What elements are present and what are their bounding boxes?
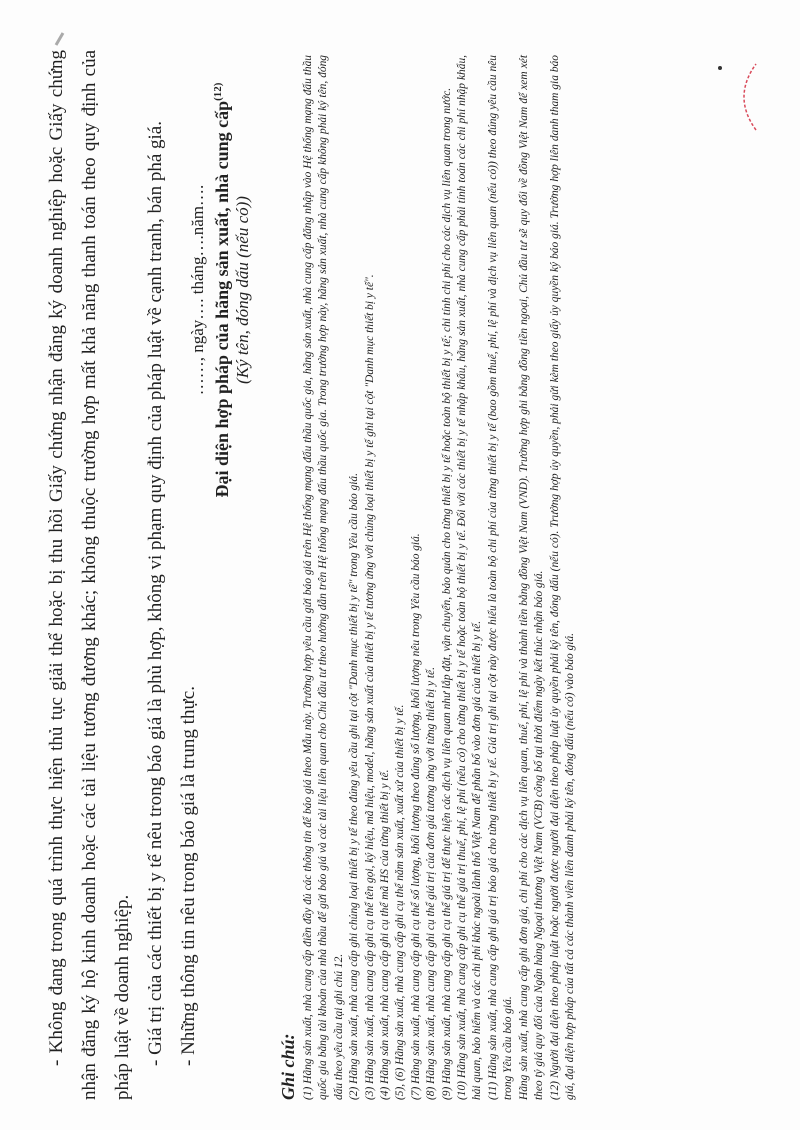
note-item: (9) Hãng sản xuất, nhà cung cấp ghi cụ thể giá trị để thực hiện các dịch vụ liên quan như lắp đặt, vận chuyển, bảo quản cho từng thiết bị y tế hoặc toàn bộ thiết bị y tế; chi tính chi phí cho các dịch vụ liên quan trong nước.: [440, 87, 453, 1100]
scan-mark: [55, 32, 65, 46]
paragraph-truthful: - Những thông tin nêu trong báo giá là trung thực.: [178, 686, 199, 1066]
notes-section: [278, 55, 578, 1100]
paragraph-dissolution: - Không đang trong quá trình thực hiện thủ tục giải thể hoặc bị thu hồi Giấy chứng nhận đăng ký doanh nghiệp hoặc Giấy chứng nhận đăng ký hộ kinh doanh hoặc các tài liệu tương đương khác; không thuộc trường hợp mất khả năng thanh toán theo quy định của pháp luật về doanh nghiệp.: [46, 50, 133, 1100]
note-item: (11) Hãng sản xuất, nhà cung cấp ghi giá trị báo giá cho từng thiết bị y tế. Giá trị ghi tại cột này được hiểu là toàn bộ chi phí của từng thiết bị y tế (bao gồm thuế, phí, lệ phí và dịch vụ liên quan (nếu có)) theo đúng yêu cầu nêu trong Yêu cầu báo giá.: [486, 55, 515, 1100]
signature-subtitle: (Ký tên, đóng dấu (nếu có)): [233, 196, 252, 384]
note-item: (12) Người đại diện theo pháp luật hoặc người được người đại diện theo pháp luật ủy quyền phải ký tên, đóng dấu (nếu có). Trường hợp ủy quyền, phải gửi kèm theo giấy ủy quyền ký báo giá. Trường hợp liên danh tham gia báo giá, đại diện hợp pháp của tất cả các thành viên liên danh phải ký tên, đóng dấu (nếu có) vào báo giá.: [548, 55, 576, 1100]
note-item: Hãng sản xuất, nhà cung cấp ghi đơn giá, chi phí cho các dịch vụ liên quan, thuế, phí, lệ phí và thành tiền bằng đồng Việt Nam (VND). Trường hợp ghi bằng đồng tiền ngoại, Chủ đầu tư sẽ quy đổi về đồng Việt Nam để xem xét theo tỷ giá quy đổi của Ngân hàng Ngoại thương Việt Nam (VCB) công bố tại thời điểm ngày kết thúc nhận báo giá.: [517, 55, 546, 1100]
note-item: (3) Hãng sản xuất, nhà cung cấp ghi cụ thể tên gọi, ký hiệu, mã hiệu, model, hãng sản xuất của thiết bị y tế tương ứng với chủng loại thiết bị y tế ghi tại cột "Danh mục thiết bị y tế".: [363, 274, 376, 1100]
note-item: (4) Hãng sản xuất, nhà cung cấp ghi cụ thể mã HS của từng thiết bị y tế.: [379, 769, 392, 1100]
notes-heading: Ghi chú:: [278, 1033, 298, 1100]
note-item: (1) Hãng sản xuất, nhà cung cấp điền đầy đủ các thông tin để báo giá theo Mẫu này. Trường hợp yêu cầu gửi báo giá trên Hệ thống mạng đấu thầu quốc gia, hãng sản xuất, nhà cung cấp đăng nhập vào Hệ thống mạng đấu thầu quốc gia bằng tài khoản của nhà thầu để gửi báo giá và các tài liệu liên quan cho Chủ đầu tư theo hướng dẫn trên Hệ thống mạng đấu thầu quốc gia. Trong trường hợp này, hãng sản xuất, nhà cung cấp không phải ký tên, đóng dấu theo yêu cầu tại ghi chú 12.: [302, 55, 345, 1100]
note-item: (10) Hãng sản xuất, nhà cung cấp ghi cụ thể giá trị thuế, phí, lệ phí (nếu có) cho từng thiết bị y tế hoặc toàn bộ thiết bị y tế. Đối với các thiết bị y tế nhập khẩu, hãng sản xuất, nhà cung cấp phải tính toán các chi phí nhập khẩu, hải quan, bảo hiểm và các chi phí khác ngoài lãnh thổ Việt Nam để phân bổ vào đơn giá của thiết bị y tế.: [456, 55, 484, 1100]
paragraph-price-compliance: - Giá trị của các thiết bị y tế nêu trong báo giá là phù hợp, không vi phạm quy định của pháp luật về cạnh tranh, bán phá giá.: [145, 121, 166, 1066]
note-item: (8) Hãng sản xuất, nhà cung cấp ghi cụ thể giá trị của đơn giá tương ứng với từng thiết bị y tế.: [425, 667, 438, 1100]
note-item: (2) Hãng sản xuất, nhà cung cấp ghi chủng loại thiết bị y tế theo đúng yêu cầu ghi tại cột "Danh mục thiết bị y tế" trong Yêu cầu báo giá.: [348, 473, 361, 1100]
date-line: ……, ngày…. tháng….năm….: [188, 184, 207, 396]
note-item: (5), (6) Hãng sản xuất, nhà cung cấp ghi cụ thể năm sản xuất, xuất xứ của thiết bị y tế.: [394, 704, 407, 1100]
signature-title: [212, 70, 233, 510]
signature-title-note: (12): [212, 82, 224, 101]
partial-stamp-mark: [738, 62, 760, 132]
body-section: [40, 50, 205, 1100]
note-item: (7) Hãng sản xuất, nhà cung cấp ghi cụ thể số lượng, khối lượng theo đúng số lượng, khối lượng nêu trong Yêu cầu báo giá.: [409, 533, 422, 1100]
signature-block: [188, 70, 253, 510]
signature-title-text: Đại diện hợp pháp của hãng sản xuất, nhà cung cấp: [212, 100, 232, 498]
scan-speck: [718, 66, 722, 70]
